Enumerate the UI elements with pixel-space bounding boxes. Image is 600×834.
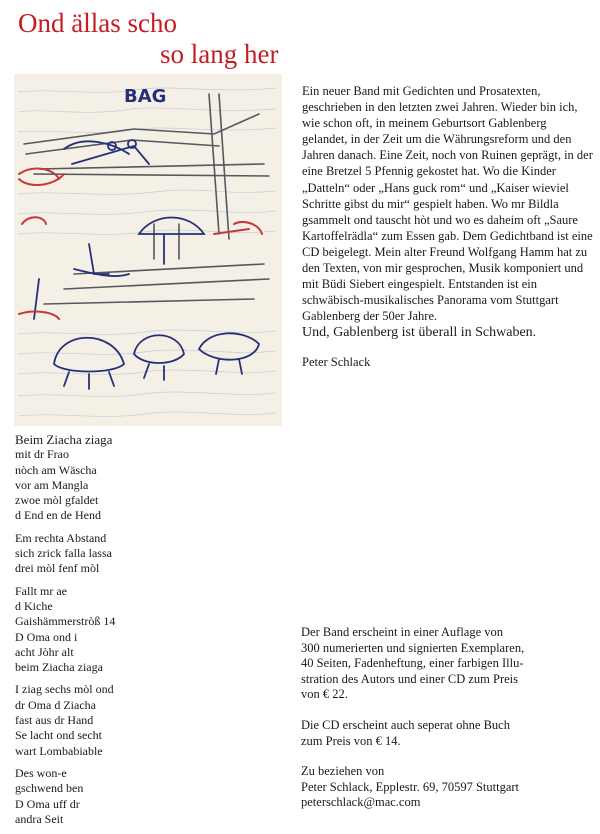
contact-line: Zu beziehen von [301,764,385,779]
poem-line: beim Ziacha ziaga [15,660,103,675]
poem-line: I ziag sechs mòl ond [15,682,114,697]
cd-line: Die CD erscheint auch seperat ohne Buch [301,717,510,732]
order-info [301,625,593,826]
poem-line: vor am Mangla [15,477,89,492]
cd-info [301,718,593,749]
poem-line: d Kiche [15,598,53,613]
poem-line: Des won-e [15,765,67,780]
cd-line: zum Preis von € 14. [301,733,401,748]
poem-line: sich zrick falla lassa [15,546,112,561]
poem-line: drei mòl fenf mòl [15,561,100,576]
poem-line: D Oma uff dr [15,796,80,811]
contact-info [301,764,593,811]
poem-line: wart Lombabiable [15,743,103,758]
contact-address: Peter Schlack, Epplestr. 69, 70597 Stuttgart [301,779,520,794]
title-line-1: Ond ällas scho [18,8,177,38]
edition-line: von € 22. [301,687,348,702]
poem-line: Gaishämmerstròß 14 [15,614,116,629]
poem-stanza [15,584,195,676]
poem-line: Em rechta Abstand [15,530,107,545]
edition-line: 300 numerierten und signierten Exemplaren, [301,640,525,655]
poem-stanza [15,432,195,524]
poem-stanza [15,682,195,758]
sketch-illustration [14,74,282,426]
edition-line: Der Band erscheint in einer Auflage von [301,625,504,639]
poem-stanza [15,531,195,577]
intro-text [302,83,594,371]
poem-line: Fallt mr ae [15,583,67,598]
poem-line: nòch am Wäscha [15,462,97,477]
contact-email[interactable]: peterschlack@mac.com [301,795,421,810]
poem-line: gschwend ben [15,781,84,796]
poem [15,432,195,834]
author-signature: Peter Schlack [302,355,371,370]
poem-line: mit dr Frao [15,447,69,462]
poem-line: zwoe mòl gfaldet [15,493,99,508]
poem-line: d End en de Hend [15,508,101,523]
poem-line: Beim Ziacha ziaga [15,432,113,447]
edition-info [301,625,593,703]
edition-line: stration des Autors und einer CD zum Preis [301,671,518,686]
poem-line: acht Jòhr alt [15,644,74,659]
poem-line: dr Oma d Ziacha [15,697,96,712]
poem-line: D Oma ond i [15,629,78,644]
poem-stanza [15,766,195,827]
poem-line: fast aus dr Hand [15,713,94,728]
intro-closing: Und, Gablenberg ist überall in Schwaben. [302,325,537,341]
intro-paragraph: Ein neuer Band mit Gedichten und Prosatexten, geschrieben in den letzten zwei Jahren. Wieder bin ich, wie schon oft, in meinem Geburtsort Gablenberg gelandet, in der Zeit um die Währungsreform und den Jahren danach. Eine Zeit, noch von Ruinen geprägt, in der eine Bretzel 5 Pfennig gekostet hat. Wo die Kinder „Datteln“ oder „Hans guck rom“ und „Kaiser wieviel Schritte gibst du mir“ gespielt haben. Wo mr Bildla gsammelt ond tauscht hòt und wo es daheim oft „Saure Kartoffelrädla“ zum Essen gab. Dem Gedichtband ist eine CD beigelegt. Mein alter Freund Wolfgang Hamm hat zu den Texten, von mir gesprochen, Musik komponiert und mit Büdi Siebert eingespielt. Entstanden ist ein schwäbisch-musikalisches Panorama vom Stuttgart Gablenberg der 50er Jahre. [302,84,593,324]
poem-line: Se lacht ond secht [15,728,102,743]
title-line-2: so lang her [160,39,279,69]
poem-line: andra Seit [15,811,64,826]
edition-line: 40 Seiten, Fadenheftung, einer farbigen Illu- [301,656,524,671]
sketch-handwriting: BAG [124,86,167,107]
